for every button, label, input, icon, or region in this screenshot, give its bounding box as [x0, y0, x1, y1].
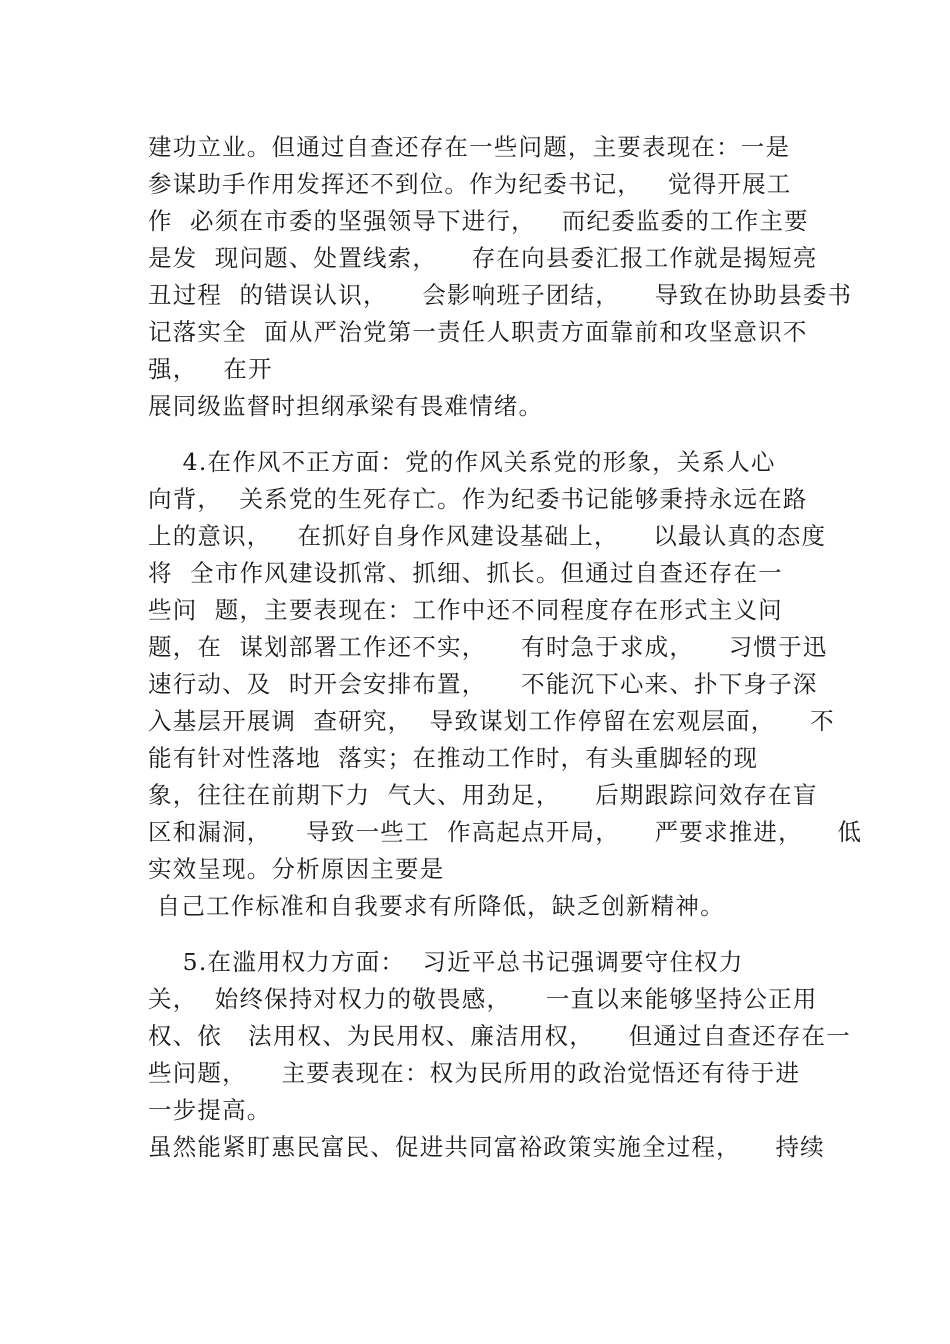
text-line: 记落实全 面从严治党第一责任人职责方面靠前和攻坚意识不	[148, 318, 808, 346]
text-line: 建功立业。但通过自查还存在一些问题，主要表现在：一是	[148, 133, 791, 161]
text-line: 将 全市作风建设抓常、抓细、抓长。但通过自查还存在一	[148, 559, 783, 587]
text-line: 丑过程 的错误认识， 会影响班子团结， 导致在协助县委书	[148, 281, 853, 309]
text-line: 速行动、及 时开会安排布置， 不能沉下心来、扑下身子深	[148, 670, 818, 698]
text-line: 向背， 关系党的生死存亡。作为纪委书记能够秉持永远在路	[148, 485, 808, 513]
text-line: 上的意识， 在抓好自身作风建设基础上， 以最认真的态度	[148, 522, 827, 550]
text-line: 展同级监督时担纲承梁有畏难情绪。	[148, 392, 544, 420]
text-line: 一步提高。	[148, 1096, 272, 1124]
text-line: 实效呈现。分析原因主要是	[148, 855, 445, 883]
text-line: 题，在 谋划部署工作还不实， 有时急于求成， 习惯于迅	[148, 633, 828, 661]
text-line: 入基层开展调 查研究， 导致谋划工作停留在宏观层面， 不	[148, 707, 835, 735]
text-line: 区和漏洞， 导致一些工 作高起点开局， 严要求推进， 低	[148, 818, 863, 846]
text-line: 强， 在开	[148, 355, 273, 383]
text-line: 关， 始终保持对权力的敬畏感， 一直以来能够坚持公正用	[148, 985, 818, 1013]
text-line: 自己工作标准和自我要求有所降低，缺乏创新精神。	[148, 892, 725, 920]
text-line: 参谋助手作用发挥还不到位。作为纪委书记， 觉得开展工	[148, 170, 792, 198]
text-line: 5.在滥用权力方面： 习近平总书记强调要守住权力	[148, 948, 744, 976]
text-line: 是发 现问题、处置线索， 存在向县委汇报工作就是揭短亮	[148, 244, 818, 272]
text-line: 象，往往在前期下力 气大、用劲足， 后期跟踪问效存在盲	[148, 781, 818, 809]
text-line: 权、依 法用权、为民用权、廉洁用权， 但通过自查还存在一	[148, 1022, 851, 1050]
text-line: 些问题， 主要表现在：权为民所用的政治觉悟还有待于进	[148, 1059, 801, 1087]
text-line: 4.在作风不正方面：党的作风关系党的形象，关系人心	[148, 448, 776, 476]
text-line: 能有针对性落地 落实；在推动工作时，有头重脚轻的现	[148, 744, 759, 772]
text-line: 些问 题，主要表现在：工作中还不同程度存在形式主义问	[148, 596, 783, 624]
text-line: 作 必须在市委的坚强领导下进行， 而纪委监委的工作主要	[148, 207, 809, 235]
text-line: 虽然能紧盯惠民富民、促进共同富裕政策实施全过程， 持续	[148, 1133, 825, 1161]
